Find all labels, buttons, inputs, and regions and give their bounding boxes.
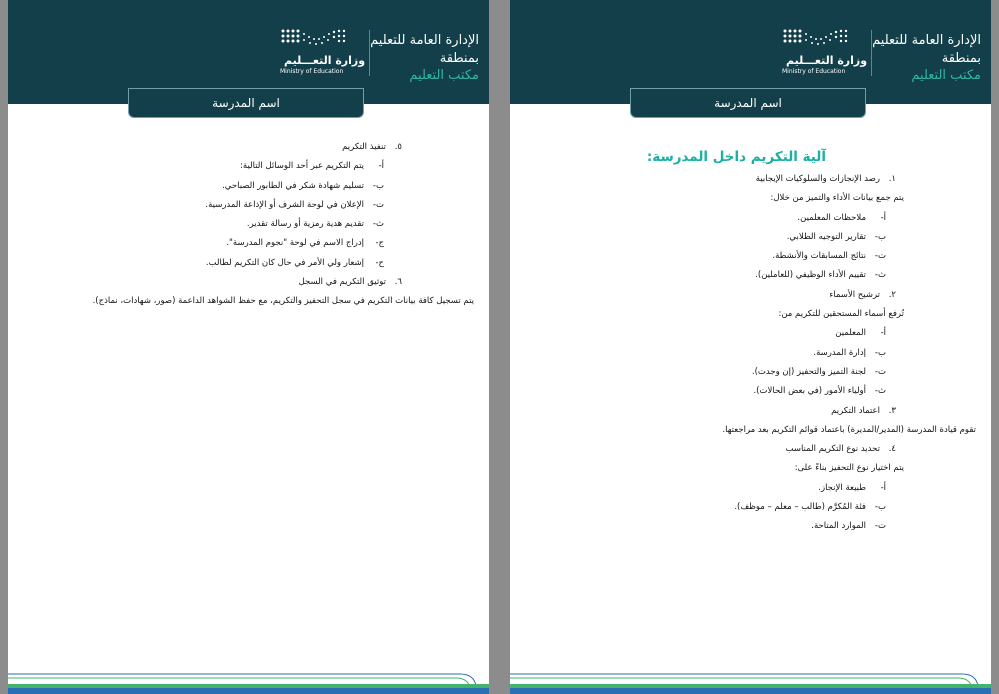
paragraph: تقوم قيادة المدرسة (المدير/المديرة) باعتماد قوائم التكريم بعد مراجعتها. <box>722 424 976 435</box>
list-item: تُرفع أسماء المستحقين للتكريم من: <box>778 309 904 320</box>
ministry-logo-dots-icon <box>280 28 348 52</box>
ministry-logo <box>280 28 366 78</box>
list-item: ث-تقييم الأداء الوظيفي (للعاملين). <box>755 270 886 281</box>
list-item: ب-تقارير التوجيه الطلابي. <box>786 231 886 242</box>
list-item: ت-الموارد المتاحة. <box>811 521 886 532</box>
page-footer-decoration <box>8 654 489 694</box>
list-item: أ-ملاحظات المعلمين. <box>797 212 886 223</box>
list-item: أ-المعلمين <box>835 328 886 339</box>
list-item: ث-أولياء الأمور (في بعض الحالات). <box>753 386 886 397</box>
list-item: ٤.تحديد نوع التكريم المناسب <box>785 444 896 455</box>
list-item: ٣.اعتماد التكريم <box>831 405 896 416</box>
region-label: بمنطقة <box>941 51 981 66</box>
paragraph: يتم تسجيل كافة بيانات التكريم في سجل التحفيز والتكريم، مع حفظ الشواهد الداعمة (صور، شهادات، نماذج). <box>92 296 474 307</box>
ministry-name-english: Ministry of Education <box>280 68 344 75</box>
list-item: ث-تقديم هدية رمزية أو رسالة تقدير. <box>246 219 384 230</box>
ministry-logo-dots-icon <box>782 28 850 52</box>
list-item: ح-إشعار ولي الأمر في حال كان التكريم لطالب. <box>205 257 384 268</box>
list-item: ١.رصد الإنجازات والسلوكيات الإيجابية <box>755 174 896 184</box>
document-page-1 <box>510 0 991 694</box>
list-item: أ-طبيعة الإنجاز. <box>818 482 886 493</box>
list-item: يتم اختيار نوع التحفيز بناءً على: <box>794 463 904 474</box>
list-item: ب-فئة المُكرَّم (طالب – معلم – موظف). <box>734 502 886 513</box>
list-item: ٦.توثيق التكريم في السجل <box>298 277 402 288</box>
ministry-name-arabic: وزارة التعـــليم <box>786 54 868 67</box>
list-item: ب-إدارة المدرسة. <box>813 347 886 358</box>
school-name-tab: اسم المدرسة <box>630 88 866 118</box>
office-label: مكتب التعليم <box>409 68 479 83</box>
directorate-title: الإدارة العامة للتعليم <box>872 33 981 48</box>
directorate-title: الإدارة العامة للتعليم <box>370 33 479 48</box>
region-label: بمنطقة <box>439 51 479 66</box>
list-item: ٢.ترشيح الأسماء <box>829 289 896 300</box>
office-label: مكتب التعليم <box>911 68 981 83</box>
list-item: ٥.تنفيذ التكريم <box>342 142 402 152</box>
list-item: ت-لجنة التميز والتحفيز (إن وجدت). <box>751 366 886 377</box>
page-footer-decoration <box>510 654 991 694</box>
list-item: ج-إدراج الاسم في لوحة "نجوم المدرسة". <box>226 238 384 249</box>
document-page-2 <box>8 0 489 694</box>
page-body <box>24 138 474 312</box>
list-item: يتم جمع بيانات الأداء والتميز من خلال: <box>770 193 904 204</box>
header-text <box>869 32 981 84</box>
header-text <box>367 32 479 84</box>
list-item: ب-تسليم شهادة شكر في الطابور الصباحي. <box>222 180 384 191</box>
ministry-name-arabic: وزارة التعـــليم <box>284 54 366 67</box>
ministry-name-english: Ministry of Education <box>782 68 846 75</box>
section-title: آلية التكريم داخل المدرسة: <box>646 149 826 165</box>
list-item: ت-نتائج المسابقات والأنشطة. <box>772 251 886 262</box>
school-name-tab: اسم المدرسة <box>128 88 364 118</box>
page-body <box>526 144 976 537</box>
list-item: ت-الإعلان في لوحة الشرف أو الإذاعة المدرسية. <box>205 199 384 210</box>
ministry-logo <box>782 28 868 78</box>
list-item: أ-يتم التكريم عبر أحد الوسائل التالية: <box>240 161 384 172</box>
